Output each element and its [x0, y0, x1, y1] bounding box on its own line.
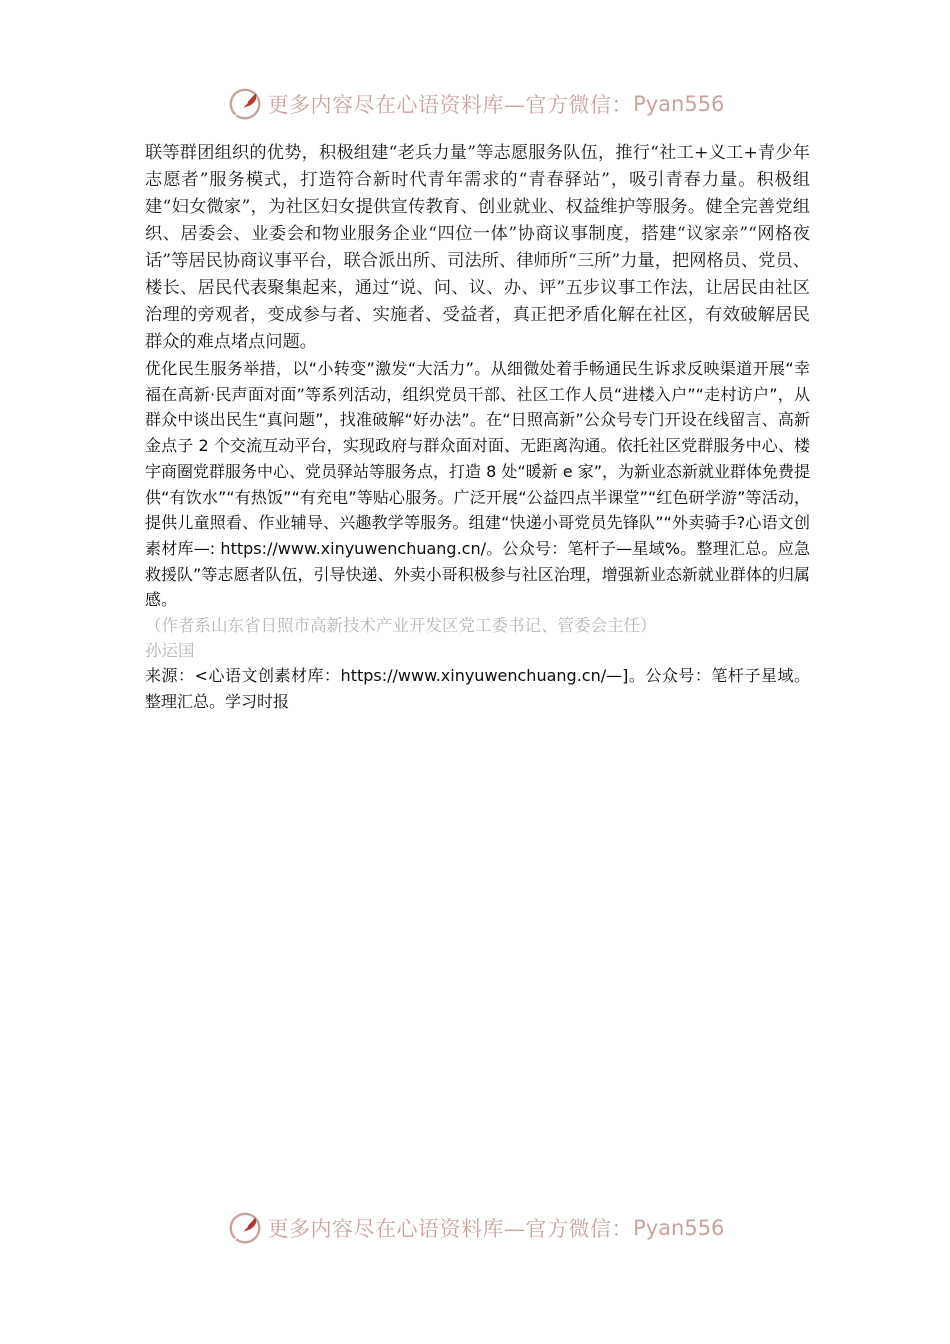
header-watermark [0, 84, 950, 124]
watermark-handle: Pyan556 [633, 1216, 725, 1240]
watermark-text: 更多内容尽在心语资料库—官方微信： [267, 93, 634, 117]
article-paragraph: 联等群团组织的优势，积极组建“老兵力量”等志愿服务队伍，推行“社工+义工+青少年志愿者”服务模式，打造符合新时代青年需求的“青春驿站”，吸引青春力量。积极组建“妇女微家”，为社区妇女提供宣传教育、创业就业、权益维护等服务。健全完善党组织、居委会、业委会和物业服务企业“四位一体”协商议事制度，搭建“议家亲”“网格夜话”等居民协商议事平台，联合派出所、司法所、律师所“三所”力量，把网格员、党员、楼长、居民代表聚集起来，通过“说、问、议、办、评”五步议事工作法，让居民由社区治理的旁观者，变成参与者、实施者、受益者，真正把矛盾化解在社区，有效破解居民群众的难点堵点问题。 [145, 143, 810, 352]
article-body [145, 140, 810, 714]
footer-watermark [0, 1208, 950, 1248]
watermark-text: 更多内容尽在心语资料库—官方微信： [267, 1217, 634, 1241]
watermark-handle: Pyan556 [633, 92, 725, 116]
author-name: 孙运国 [145, 641, 195, 661]
source-line: 来源：<心语文创素材库：https://www.xinyuwenchuang.cn/—]。公众号：笔杆子星域。整理汇总。学习时报 [145, 666, 810, 711]
author-note: （作者系山东省日照市高新技术产业开发区党工委书记、管委会主任） [145, 616, 657, 636]
quill-feather-icon [226, 1209, 264, 1247]
quill-feather-icon [226, 85, 264, 123]
article-paragraph: 优化民生服务举措，以“小转变”激发“大活力”。从细微处着手畅通民生诉求反映渠道开展“幸福在高新·民声面对面”等系列活动，组织党员干部、社区工作人员“进楼入户”“走村访户”，从群众中谈出民生“真问题”，找准破解“好办法”。在“日照高新”公众号专门开设在线留言、高新金点子 2 个交流互动平台，实现政府与群众面对面、无距离沟通。依托社区党群服务中心、楼宇商圈党群服务中心、党员驿站等服务点，打造 8 处“暖新 e 家”，为新业态新就业群体免费提供“有饮水”“有热饭”“有充电”等贴心服务。广泛开展“公益四点半课堂”“红色研学游”等活动，提供儿童照看、作业辅导、兴趣教学等服务。组建“快递小哥党员先锋队”“外卖骑手?心语文创素材库—: https://www.xinyuwenchuang.cn/。公众号：笔杆子—星域%。整理汇总。应急救援队”等志愿者队伍，引导快递、外卖小哥积极参与社区治理，增强新业态新就业群体的归属感。 [145, 359, 810, 610]
